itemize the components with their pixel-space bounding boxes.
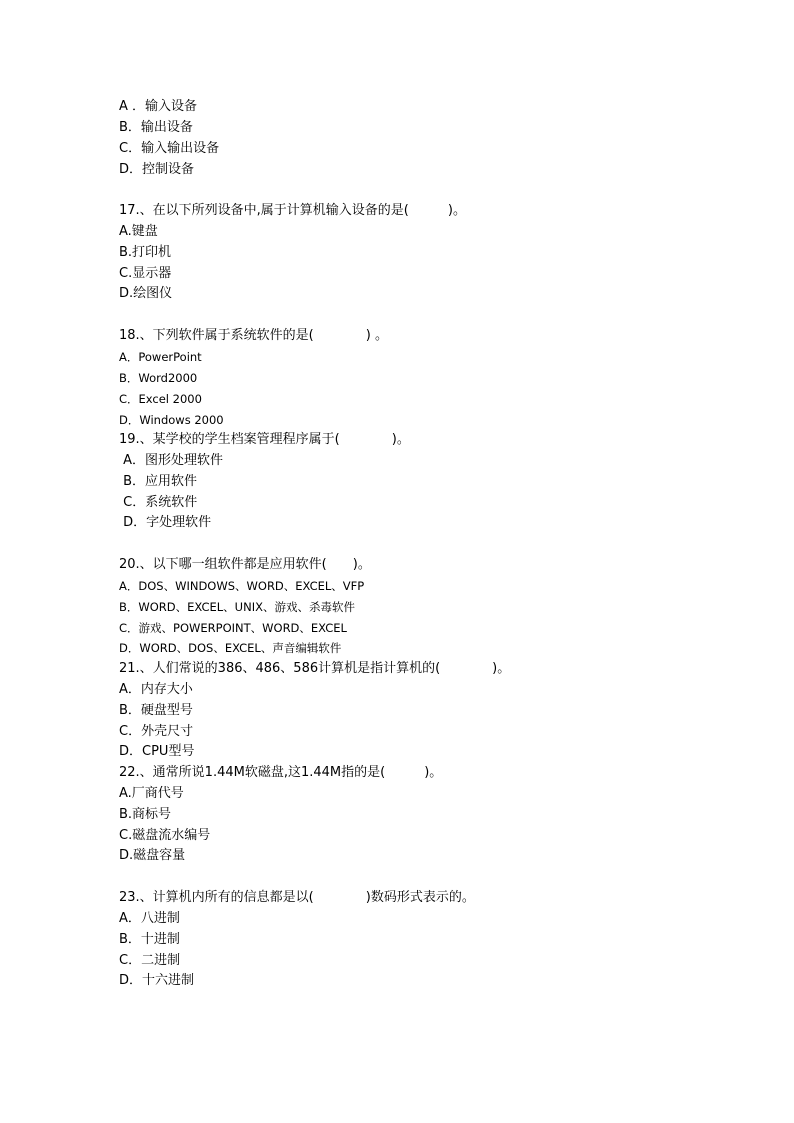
q17-option-a: A.键盘 <box>119 224 158 239</box>
q20-option-a: A．DOS、WINDOWS、WORD、EXCEL、VFP <box>119 579 365 593</box>
q22-stem: 22.、通常所说1.44M软磁盘,这1.44M指的是( )。 <box>119 765 443 780</box>
q23-option-d: D．十六进制 <box>119 973 195 988</box>
q16-option-a: A ．输入设备 <box>119 99 198 114</box>
q19-stem: 19.、某学校的学生档案管理程序属于( )。 <box>119 432 410 447</box>
q16-option-b: B．输出设备 <box>119 120 193 135</box>
q23-option-c: C．二进制 <box>119 953 181 968</box>
q17-option-b: B.打印机 <box>119 245 172 260</box>
q16-option-d: D．控制设备 <box>119 162 195 177</box>
q22-option-b: B.商标号 <box>119 807 172 822</box>
q22-option-a: A.厂商代号 <box>119 786 184 801</box>
q18-stem: 18.、下列软件属于系统软件的是( ) 。 <box>119 328 388 343</box>
q20-option-d: D．WORD、DOS、EXCEL、声音编辑软件 <box>119 641 342 655</box>
q21-option-a: A．内存大小 <box>119 682 193 697</box>
q17-option-c: C.显示器 <box>119 266 172 281</box>
q21-option-c: C．外壳尺寸 <box>119 724 194 739</box>
q20-option-c: C．游戏、POWERPOINT、WORD、EXCEL <box>119 621 347 635</box>
q18-option-d: D．Windows 2000 <box>119 413 224 427</box>
q19-option-b: B．应用软件 <box>119 474 198 489</box>
q23-stem: 23.、计算机内所有的信息都是以( )数码形式表示的。 <box>119 890 475 905</box>
q19-option-a: A．图形处理软件 <box>119 453 224 468</box>
q23-option-a: A．八进制 <box>119 911 180 926</box>
q21-stem: 21.、人们常说的386、486、586计算机是指计算机的( )。 <box>119 661 511 676</box>
q21-option-b: B．硬盘型号 <box>119 703 193 718</box>
q17-stem: 17.、在以下所列设备中,属于计算机输入设备的是( )。 <box>119 203 466 218</box>
q20-option-b: B．WORD、EXCEL、UNIX、游戏、杀毒软件 <box>119 600 355 614</box>
q18-option-c: C．Excel 2000 <box>119 392 202 406</box>
q16-option-c: C．输入输出设备 <box>119 141 220 156</box>
q21-option-d: D．CPU型号 <box>119 744 195 759</box>
q22-option-c: C.磁盘流水编号 <box>119 828 211 843</box>
q18-option-b: B．Word2000 <box>119 371 198 385</box>
q23-option-b: B．十进制 <box>119 932 180 947</box>
q18-option-a: A．PowerPoint <box>119 350 202 364</box>
q19-option-d: D．字处理软件 <box>119 515 212 530</box>
q22-option-d: D.磁盘容量 <box>119 848 186 863</box>
q20-stem: 20.、以下哪一组软件都是应用软件( )。 <box>119 557 371 572</box>
q17-option-d: D.绘图仪 <box>119 286 173 301</box>
q19-option-c: C．系统软件 <box>119 495 198 510</box>
